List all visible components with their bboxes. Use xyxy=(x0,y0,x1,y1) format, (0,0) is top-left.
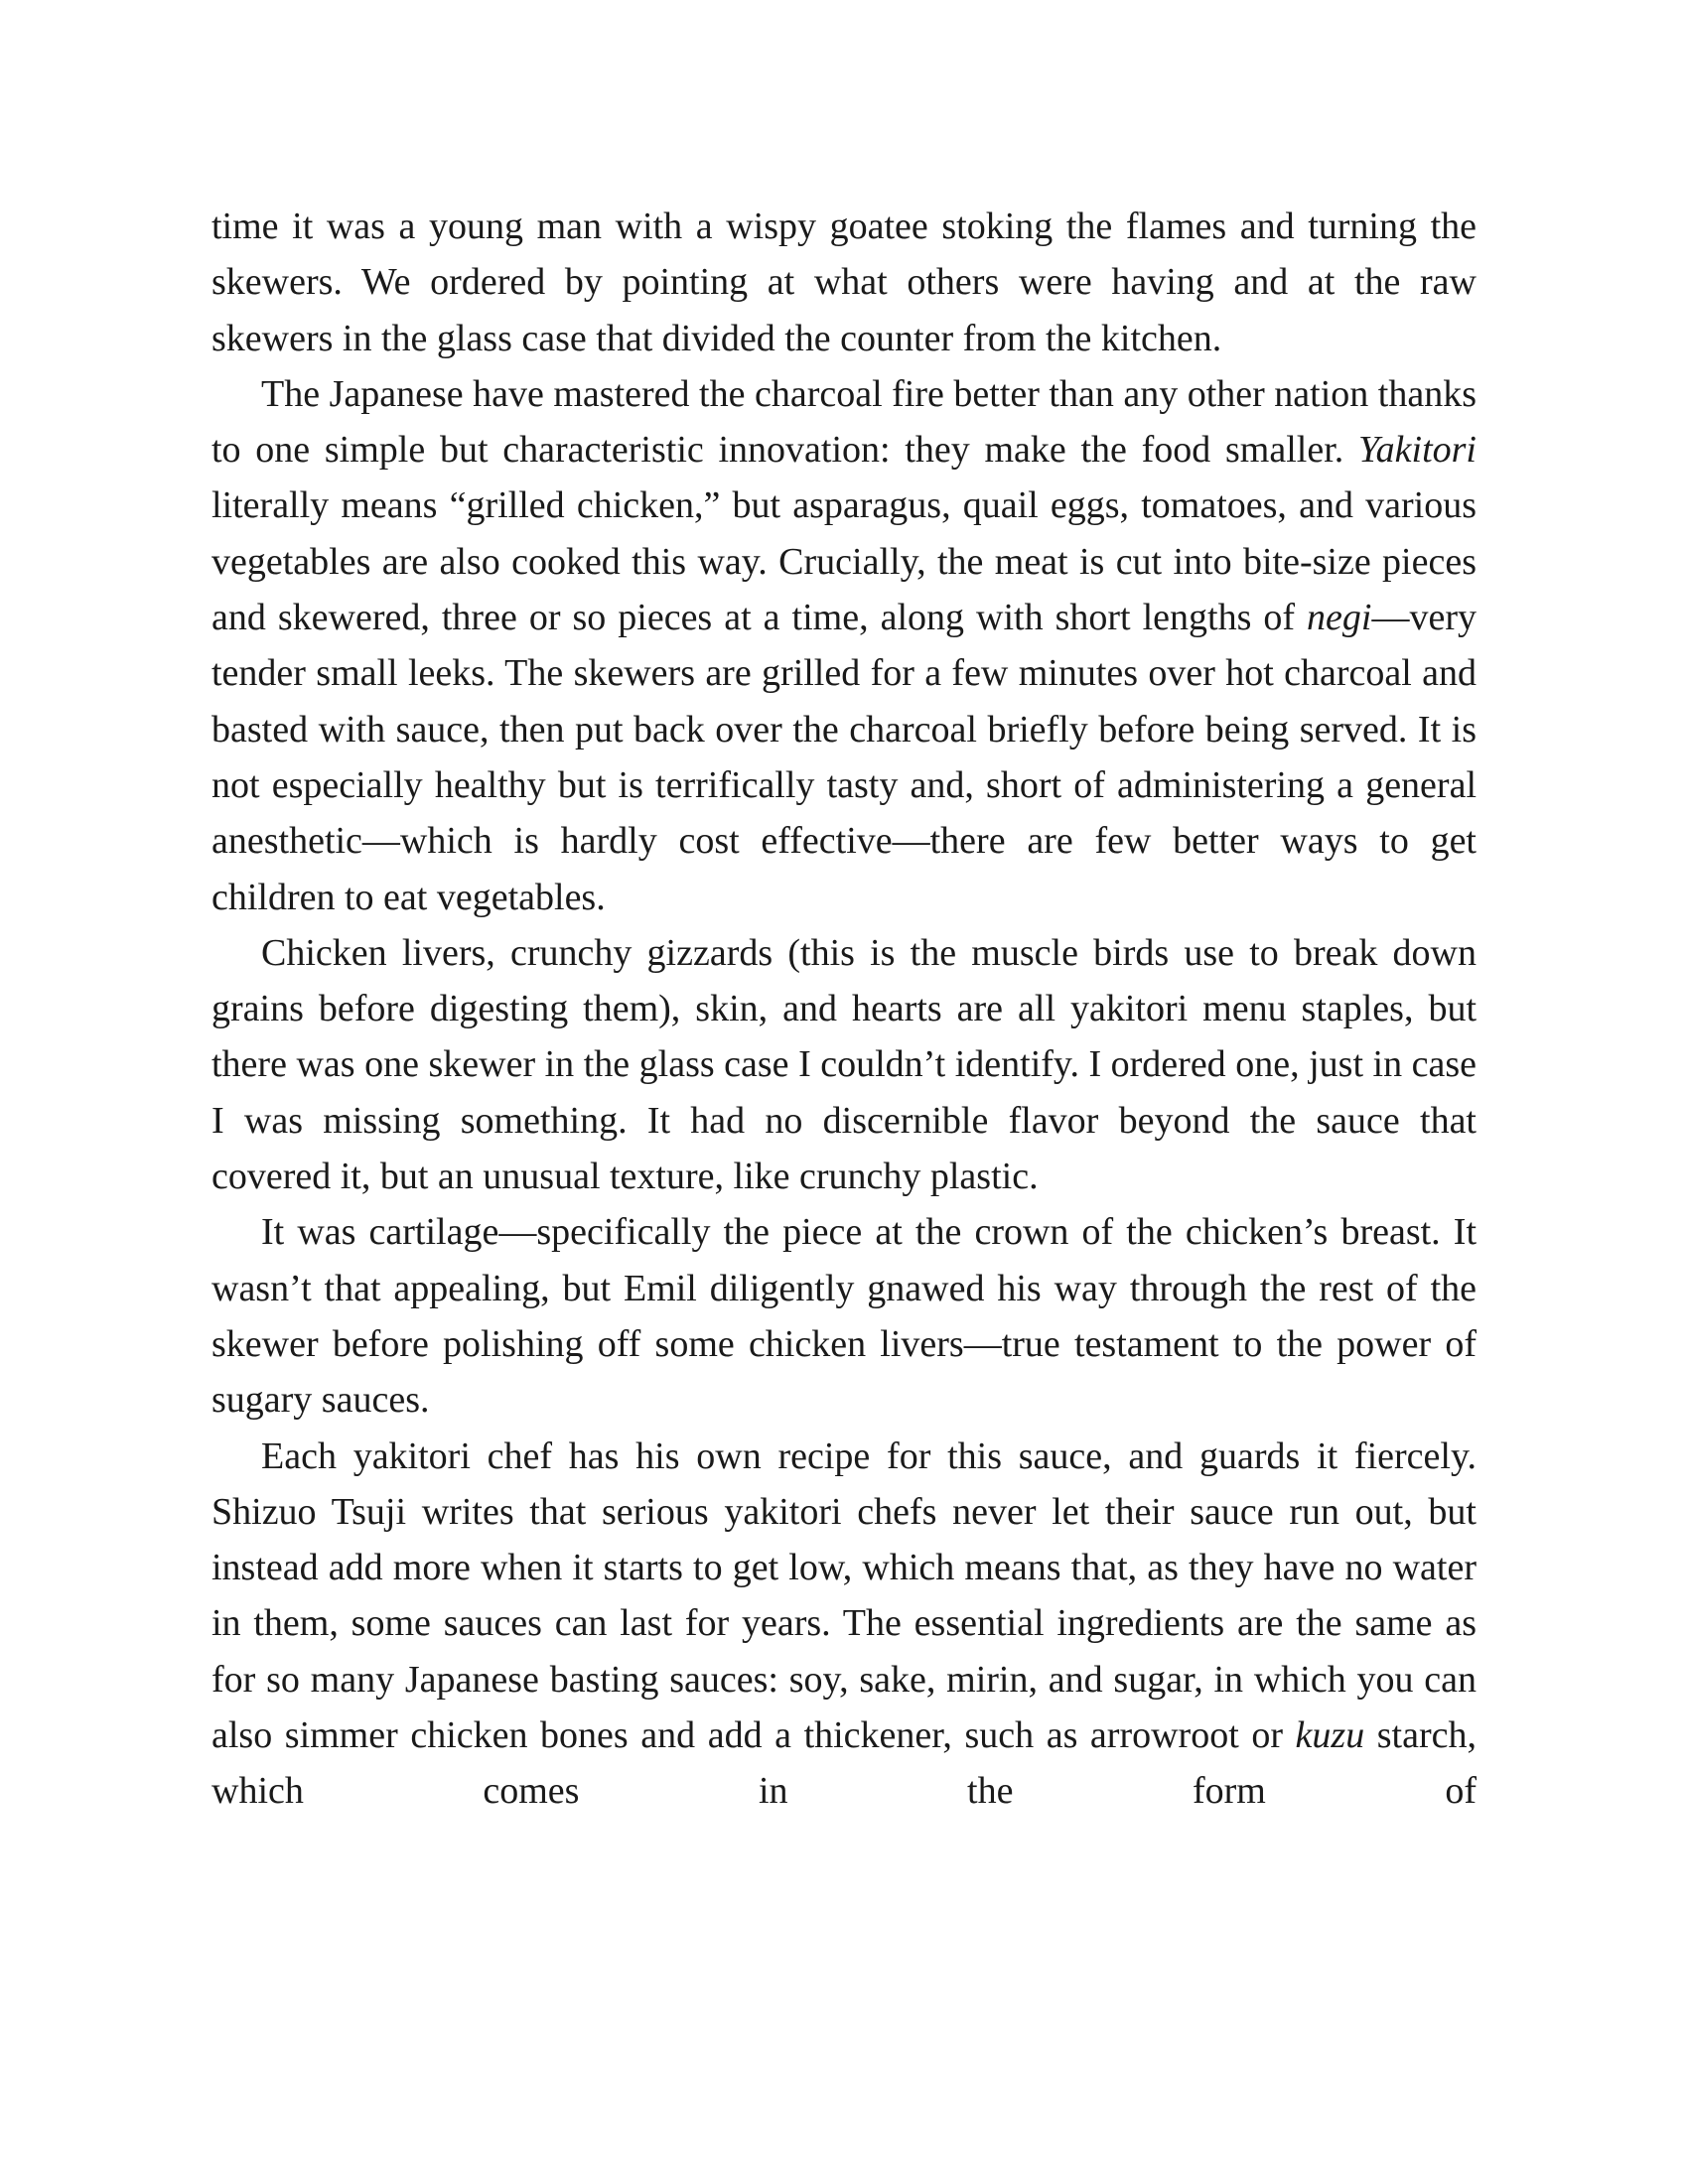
paragraph-3-text: Chicken livers, crunchy gizzards (this is the muscle birds use to break down grains before digesting them), skin, and hearts are all yakitori menu staples, but there was one skewer in the glass case I couldn’t identify. I ordered one, just in case I was missing something. It had no discernible flavor beyond the sauce that covered it, but an unusual texture, like crunchy plastic. xyxy=(211,931,1477,1198)
paragraph-5-text-a: Each yakitori chef has his own recipe for this sauce, and guards it fiercely. Shizuo Tsuji writes that serious yakitori chefs never let their sauce run out, but instead add more when it starts to get low, which means that, as they have no water in them, some sauces can last for years. The essential ingredients are the same as for so many Japanese basting sauces: soy, sake, mirin, and sugar, in which you can also simmer chicken bones and add a thickener, such as arrowroot or xyxy=(211,1434,1477,1757)
paragraph-5-text-b: starch, which comes in the form of xyxy=(211,1714,1477,1813)
paragraph-2-text-a: The Japanese have mastered the charcoal fire better than any other nation thanks to one simple but characteristic innovation: they make the food smaller. xyxy=(211,372,1477,472)
paragraph-4 xyxy=(211,1204,1477,1428)
book-page xyxy=(211,199,1477,1820)
italic-term-yakitori: Yakitori xyxy=(1358,429,1477,472)
paragraph-1 xyxy=(211,199,1477,366)
paragraph-2-text-b: literally means “grilled chicken,” but asparagus, quail eggs, tomatoes, and various vegetables are also cooked this way. Crucially, the meat is cut into bite-size pieces and skewered, three or so pieces at a time, along with short lengths of xyxy=(211,484,1477,639)
paragraph-5 xyxy=(211,1429,1477,1820)
paragraph-3 xyxy=(211,925,1477,1204)
paragraph-2 xyxy=(211,366,1477,925)
italic-term-negi: negi xyxy=(1307,597,1372,639)
paragraph-1-text: time it was a young man with a wispy goatee stoking the flames and turning the skewers. We ordered by pointing at what others were having and at the raw skewers in the glass case that divided the counter from the kitchen. xyxy=(211,205,1477,359)
paragraph-4-text: It was cartilage—specifically the piece at the crown of the chicken’s breast. It wasn’t that appealing, but Emil diligently gnawed his way through the rest of the skewer before polishing off some chicken livers—true testament to the power of sugary sauces. xyxy=(211,1211,1477,1422)
paragraph-2-text-c: —very tender small leeks. The skewers are grilled for a few minutes over hot charcoal and basted with sauce, then put back over the charcoal briefly before being served. It is not especially healthy but is terrifically tasty and, short of administering a general anesthetic—which is hardly cost effective—there are few better ways to get children to eat vegetables. xyxy=(211,597,1477,918)
italic-term-kuzu: kuzu xyxy=(1295,1714,1365,1757)
